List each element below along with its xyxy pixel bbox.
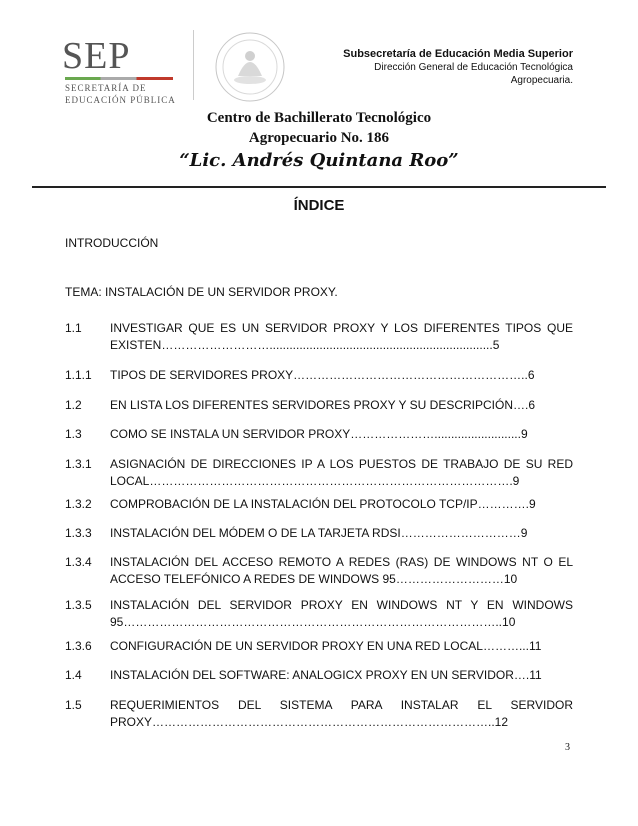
toc-entry-number: 1.3.5 xyxy=(65,598,92,612)
toc-entry xyxy=(65,667,573,684)
toc-entry-text: INSTALACIÓN DEL MÓDEM O DE LA TARJETA RDSI…………………………9 xyxy=(110,526,528,540)
toc-entry-text: REQUERIMIENTOS DEL SISTEMA PARA INSTALAR EL SERVIDOR PROXY…………………………………………………………………………..12 xyxy=(110,698,573,729)
toc-entry xyxy=(65,638,573,655)
toc-entry xyxy=(65,496,573,513)
toc-entry xyxy=(65,697,573,731)
tema-heading: TEMA: INSTALACIÓN DE UN SERVIDOR PROXY. xyxy=(65,285,338,299)
toc-entry xyxy=(65,426,573,443)
toc-entry-number: 1.3 xyxy=(65,427,82,441)
page-number: 3 xyxy=(565,742,570,753)
toc-entry-number: 1.1.1 xyxy=(65,368,92,382)
logo-divider xyxy=(193,30,194,100)
header-right-line-1: Subsecretaría de Educación Media Superior xyxy=(343,48,573,60)
sep-color-bar xyxy=(65,77,173,80)
school-name-line-2: Agropecuario No. 186 xyxy=(248,130,390,146)
toc-entry-text: CONFIGURACIÓN DE UN SERVIDOR PROXY EN UNA RED LOCAL………...11 xyxy=(110,639,542,653)
toc-entry-text: TIPOS DE SERVIDORES PROXY…………………………………………………..6 xyxy=(110,368,535,382)
toc-entry-number: 1.3.6 xyxy=(65,639,92,653)
school-name-line-3: “Lic. Andrés Quintana Roo” xyxy=(179,150,459,171)
toc-entry xyxy=(65,554,573,588)
toc-entry xyxy=(65,525,573,542)
sep-subtitle-1: SECRETARÍA DE xyxy=(65,83,147,93)
sep-logo-text: SEP xyxy=(62,35,131,77)
toc-entry-text: ASIGNACIÓN DE DIRECCIONES IP A LOS PUESTOS DE TRABAJO DE SU RED LOCAL……………………………………………………………………………….9 xyxy=(110,457,573,488)
toc-entry-number: 1.2 xyxy=(65,398,82,412)
coat-of-arms-seal xyxy=(200,28,300,106)
toc-entry-text: INSTALACIÓN DEL SOFTWARE: ANALOGICX PROXY EN UN SERVIDOR….11 xyxy=(110,668,542,682)
toc-entry-text: INVESTIGAR QUE ES UN SERVIDOR PROXY Y LOS DIFERENTES TIPOS QUE EXISTEN………………………...................................................................5 xyxy=(110,321,573,352)
toc-entry xyxy=(65,320,573,354)
toc-entry-text: COMPROBACIÓN DE LA INSTALACIÓN DEL PROTOCOLO TCP/IP………….9 xyxy=(110,497,536,511)
header-rule xyxy=(32,186,606,188)
toc-entry xyxy=(65,367,573,384)
toc-entry xyxy=(65,397,573,414)
toc-entry-text: COMO SE INSTALA UN SERVIDOR PROXY…………………..........................9 xyxy=(110,427,528,441)
toc-entry-number: 1.3.1 xyxy=(65,457,92,471)
intro-heading: INTRODUCCIÓN xyxy=(65,236,159,250)
toc-entry-text: INSTALACIÓN DEL ACCESO REMOTO A REDES (RAS) DE WINDOWS NT O EL ACCESO TELEFÓNICO A REDES DE WINDOWS 95………………………10 xyxy=(110,555,573,586)
toc-entry-text: INSTALACIÓN DEL SERVIDOR PROXY EN WINDOWS NT Y EN WINDOWS 95…………………………………………………………………………………..10 xyxy=(110,598,573,629)
toc-entry xyxy=(65,597,573,631)
header-right-block xyxy=(343,47,573,87)
school-name-line-1: Centro de Bachillerato Tecnológico xyxy=(206,110,432,126)
toc-entry xyxy=(65,456,573,490)
toc-entry-number: 1.3.3 xyxy=(65,526,92,540)
toc-entry-number: 1.1 xyxy=(65,321,82,335)
header-right-line-2: Dirección General de Educación Tecnológica xyxy=(374,62,573,73)
page-title: ÍNDICE xyxy=(293,197,345,214)
sep-subtitle-2: EDUCACIÓN PÚBLICA xyxy=(65,95,176,105)
toc-entry-number: 1.3.2 xyxy=(65,497,92,511)
toc-entry-number: 1.4 xyxy=(65,668,82,682)
toc-entry-text: EN LISTA LOS DIFERENTES SERVIDORES PROXY Y SU DESCRIPCIÓN….6 xyxy=(110,398,536,412)
toc-entry-number: 1.3.4 xyxy=(65,555,92,569)
header-right-line-3: Agropecuaria. xyxy=(510,75,573,86)
toc-entry-number: 1.5 xyxy=(65,698,82,712)
